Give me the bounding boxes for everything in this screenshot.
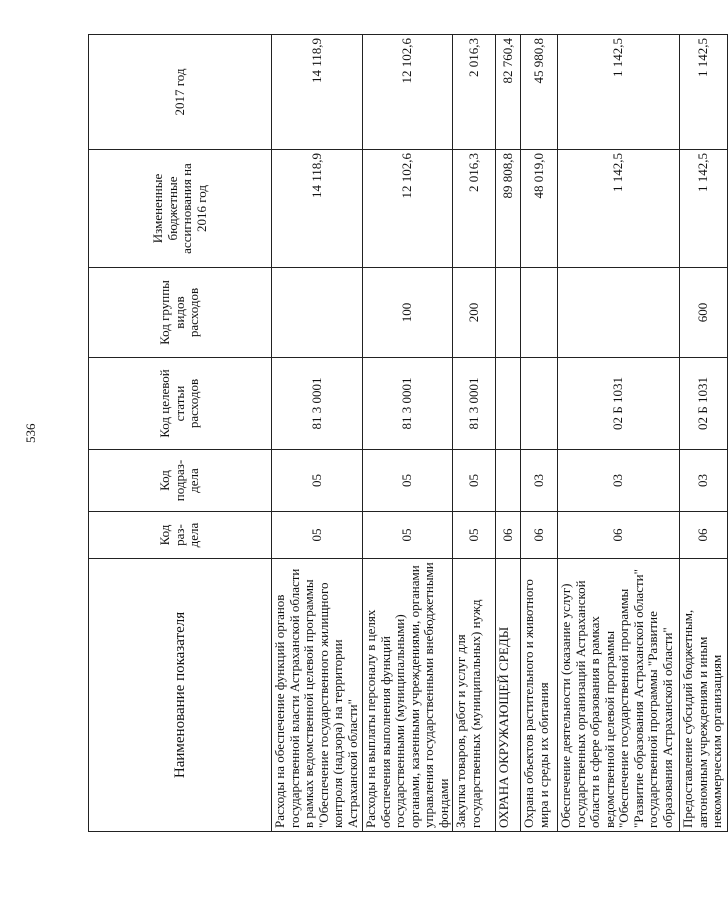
header-group: Код группы видов расходов <box>89 268 272 358</box>
row-group <box>521 268 558 358</box>
row-name: Охрана объектов растительного и животного мира и среды их обитания <box>521 559 558 832</box>
row-subsection: 03 <box>680 450 728 512</box>
row-section: 06 <box>680 512 728 559</box>
row-group: 600 <box>680 268 728 358</box>
row-section: 06 <box>496 512 521 559</box>
row-changed: 48 019,0 <box>521 150 558 268</box>
table-row <box>453 35 496 832</box>
row-2017: 2 016,3 <box>453 35 496 150</box>
row-subsection: 05 <box>453 450 496 512</box>
row-changed: 14 118,9 <box>272 150 363 268</box>
budget-table <box>88 34 728 832</box>
row-2017: 82 760,4 <box>496 35 521 150</box>
row-changed: 1 142,5 <box>558 150 680 268</box>
budget-table-sheet <box>88 35 724 832</box>
row-subsection: 03 <box>521 450 558 512</box>
row-subsection <box>496 450 521 512</box>
row-target: 81 3 0001 <box>453 358 496 450</box>
row-section: 05 <box>272 512 363 559</box>
row-subsection: 05 <box>363 450 453 512</box>
header-changed: Измененные бюджетные ассигнования на 2016 год <box>89 150 272 268</box>
table-row <box>558 35 680 832</box>
row-name: Расходы на выплаты персоналу в целях обеспечения выполнения функций государственными (муниципальными) органами, казенными учреждениями, органами управления государственными внебюджетными фондами <box>363 559 453 832</box>
row-2017: 1 142,5 <box>558 35 680 150</box>
header-2017: 2017 год <box>89 35 272 150</box>
table-row <box>496 35 521 832</box>
row-name: ОХРАНА ОКРУЖАЮЩЕЙ СРЕДЫ <box>496 559 521 832</box>
row-group <box>272 268 363 358</box>
row-changed: 12 102,6 <box>363 150 453 268</box>
row-changed: 89 808,8 <box>496 150 521 268</box>
header-row <box>89 35 272 832</box>
row-target: 02 Б 1031 <box>558 358 680 450</box>
row-group <box>496 268 521 358</box>
row-subsection: 03 <box>558 450 680 512</box>
header-target: Код целевой статьи расходов <box>89 358 272 450</box>
row-name: Обеспечение деятельности (оказание услуг) государственных организаций Астраханской области в сфере образования в рамках ведомственной целевой программы "Обеспечение государственной программы "Развитие образования Астраханской области" государственной программы "Развитие образования Астраханской области" <box>558 559 680 832</box>
header-subsection: Код подраз-дела <box>89 450 272 512</box>
row-target <box>496 358 521 450</box>
row-group: 100 <box>363 268 453 358</box>
row-section: 05 <box>363 512 453 559</box>
row-name: Предоставление субсидий бюджетным, автономным учреждениям и иным некоммерческим организациям <box>680 559 728 832</box>
row-changed: 1 142,5 <box>680 150 728 268</box>
row-section: 06 <box>558 512 680 559</box>
row-section: 05 <box>453 512 496 559</box>
row-target: 81 3 0001 <box>363 358 453 450</box>
row-target: 02 Б 1031 <box>680 358 728 450</box>
row-changed: 2 016,3 <box>453 150 496 268</box>
row-name: Закупка товаров, работ и услуг для государственных (муниципальных) нужд <box>453 559 496 832</box>
row-section: 06 <box>521 512 558 559</box>
table-row <box>521 35 558 832</box>
row-2017: 1 142,5 <box>680 35 728 150</box>
row-2017: 45 980,8 <box>521 35 558 150</box>
row-group <box>558 268 680 358</box>
page-number: 536 <box>23 423 38 443</box>
row-subsection: 05 <box>272 450 363 512</box>
row-2017: 12 102,6 <box>363 35 453 150</box>
table-row <box>680 35 728 832</box>
row-target: 81 3 0001 <box>272 358 363 450</box>
row-2017: 14 118,9 <box>272 35 363 150</box>
header-name: Наименование показателя <box>89 559 272 832</box>
row-target <box>521 358 558 450</box>
table-row <box>272 35 363 832</box>
table-row <box>363 35 453 832</box>
header-section: Код раз-дела <box>89 512 272 559</box>
row-name: Расходы на обеспечение функций органов государственной власти Астраханской области в рамках ведомственной целевой программы "Обеспечение государственного жилищного контроля (надзора) на территории Астраханской области" <box>272 559 363 832</box>
row-group: 200 <box>453 268 496 358</box>
